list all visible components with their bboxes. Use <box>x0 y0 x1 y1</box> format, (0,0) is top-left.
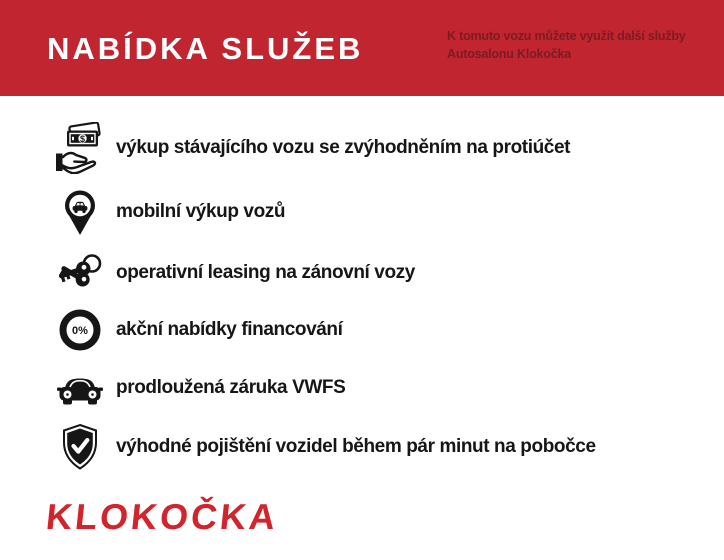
service-item-mobile-buyout <box>52 184 692 240</box>
shield-check-icon <box>52 419 108 475</box>
klokocka-logo: KLOKOČKA <box>44 496 281 537</box>
svg-text:0%: 0% <box>72 325 88 337</box>
service-label: operativní leasing na zánovní vozy <box>116 262 415 283</box>
header-banner <box>0 0 724 96</box>
service-label: akční nabídky financování <box>116 319 343 340</box>
header-subtitle <box>447 27 686 63</box>
service-label: mobilní výkup vozů <box>116 201 286 222</box>
car-keys-icon <box>52 245 108 301</box>
zero-percent-icon <box>52 302 108 358</box>
service-label: prodloužená záruka VWFS <box>116 377 346 398</box>
service-label: výhodné pojištění vozidel během pár minut na pobočce <box>116 436 596 457</box>
service-item-financing <box>52 302 692 358</box>
service-item-insurance <box>52 419 692 475</box>
service-label: výkup stávajícího vozu se zvýhodněním na protiúčet <box>116 137 571 158</box>
service-item-trade-in <box>52 120 692 176</box>
service-item-leasing <box>52 245 692 301</box>
page-title: NABÍDKA SLUŽEB <box>47 31 364 66</box>
header-subtitle-line2: Autosalonu Klokočka <box>447 47 571 61</box>
header-subtitle-line1: K tomuto vozu můžete využít další služby <box>447 29 686 43</box>
service-item-warranty <box>52 360 692 416</box>
svg-text:$: $ <box>79 133 86 144</box>
car-location-pin-icon <box>52 184 108 240</box>
car-icon <box>52 360 108 416</box>
cash-in-hand-icon <box>52 120 108 176</box>
